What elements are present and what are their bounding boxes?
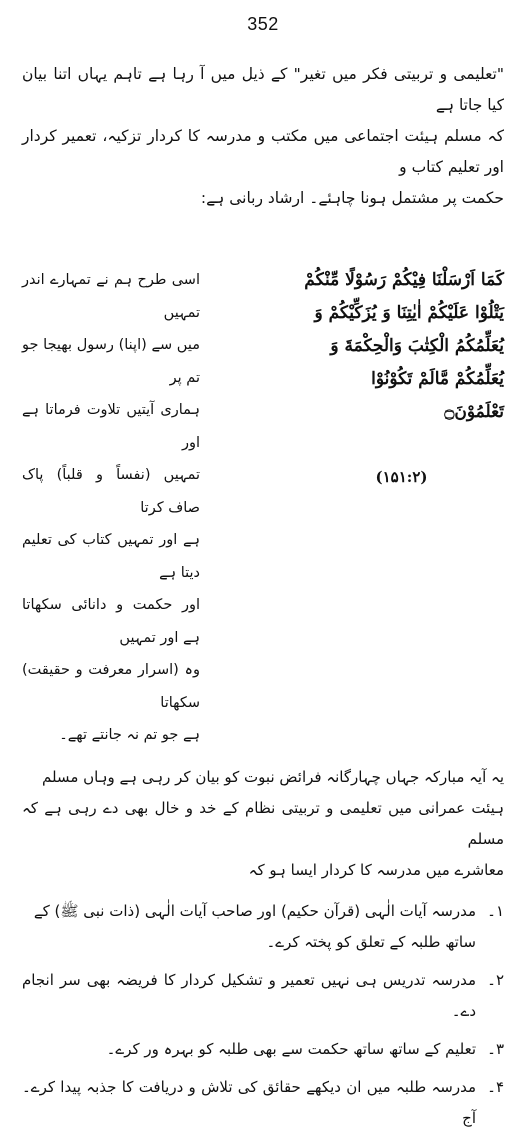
numbered-list	[22, 896, 504, 1134]
list-number: ۴۔	[487, 1077, 504, 1096]
list-line: مدرسہ آیات الٰہی (قرآن حکیم) اور صاحب آیات الٰہی (ذات نبی ﷺ) کے	[33, 901, 476, 920]
arabic-verse-line: تَعْلَمُوْنَ۝	[444, 402, 504, 422]
list-item	[22, 896, 504, 958]
list-item	[22, 965, 504, 1027]
arabic-verse	[239, 264, 504, 752]
arabic-verse-line: يَتْلُوْا عَلَيْكُمْ اٰيٰتِنَا وَ يُزَكِّيْكُمْ وَ	[314, 303, 504, 323]
commentary-line: یہ آیہ مبارکہ جہاں چہارگانہ فرائض نبوت کو بیان کر رہی ہے وہاں مسلم	[41, 767, 504, 786]
list-item	[22, 1034, 504, 1065]
intro-line: حکمت پر مشتمل ہونا چاہئے۔ ارشاد ربانی ہے:	[200, 189, 504, 207]
arabic-verse-line: يُعَلِّمُكُمُ الْكِتٰبَ وَالْحِكْمَةَ وَ	[330, 336, 504, 356]
verse-translation	[22, 264, 200, 752]
commentary-line: ہیئت عمرانی میں تعلیمی و تربیتی نظام کے خد و خال بھی دے رہی ہے کہ مسلم	[22, 798, 504, 848]
verse-block	[22, 264, 504, 752]
list-item	[22, 1072, 504, 1134]
list-line: مدرسہ تدریس ہی نہیں تعمیر و تشکیل کردار کا فریضہ بھی سر انجام دے۔	[22, 970, 476, 1020]
list-text	[22, 965, 476, 1027]
arabic-verse-line: كَمَا اَرْسَلْنَا فِيْكُمْ رَسُوْلًا مِّنْكُمْ	[304, 270, 504, 290]
list-number: ۳۔	[487, 1039, 504, 1058]
list-number: ۱۔	[487, 901, 504, 920]
list-number: ۲۔	[487, 970, 504, 989]
translation-line: اسی طرح ہم نے تمہارے اندر تمہیں	[22, 272, 200, 321]
translation-line: ہماری آیتیں تلاوت فرماتا ہے اور	[22, 402, 200, 451]
list-line: تعلیم کے ساتھ ساتھ حکمت سے بھی طلبہ کو بہرہ ور کرے۔	[106, 1039, 476, 1058]
intro-line: کہ مسلم ہیئت اجتماعی میں مکتب و مدرسہ کا کردار تزکیہ، تعمیر کردار اور تعلیم کتاب و	[22, 127, 504, 176]
translation-line: تمہیں (نفساً و قلباً) پاک صاف کرتا	[22, 467, 200, 516]
list-text	[22, 896, 476, 958]
list-text	[22, 1072, 476, 1134]
translation-line: ہے جو تم نہ جانتے تھے۔	[59, 727, 200, 743]
commentary-paragraph	[22, 762, 504, 886]
translation-line: وہ (اسرار معرفت و حقیقت) سکھاتا	[22, 662, 200, 711]
intro-paragraph	[22, 59, 504, 214]
page-number: 352	[247, 14, 279, 34]
translation-line: ہے اور تمہیں کتاب کی تعلیم دیتا ہے	[22, 532, 200, 581]
translation-line: میں سے (اپنا) رسول بھیجا جو تم پر	[22, 337, 200, 386]
list-text	[22, 1034, 476, 1065]
list-line: مدرسہ طلبہ میں ان دیکھے حقائق کی تلاش و دریافت کا جذبہ پیدا کرے۔ آج	[22, 1077, 476, 1127]
verse-reference: (۱۵۱:۲)	[375, 468, 428, 486]
list-line: ساتھ طلبہ کے تعلق کو پختہ کرے۔	[266, 932, 476, 951]
arabic-verse-line: يُعَلِّمُكُمْ مَّالَمْ تَكُوْنُوْا	[371, 369, 504, 389]
commentary-line: معاشرے میں مدرسہ کا کردار ایسا ہو کہ	[248, 860, 504, 879]
intro-line: "تعلیمی و تربیتی فکر میں تغیر" کے ذیل میں آ رہا ہے تاہم یہاں اتنا بیان کیا جاتا ہے	[22, 65, 504, 114]
translation-line: اور حکمت و دانائی سکھاتا ہے اور تمہیں	[22, 597, 200, 646]
